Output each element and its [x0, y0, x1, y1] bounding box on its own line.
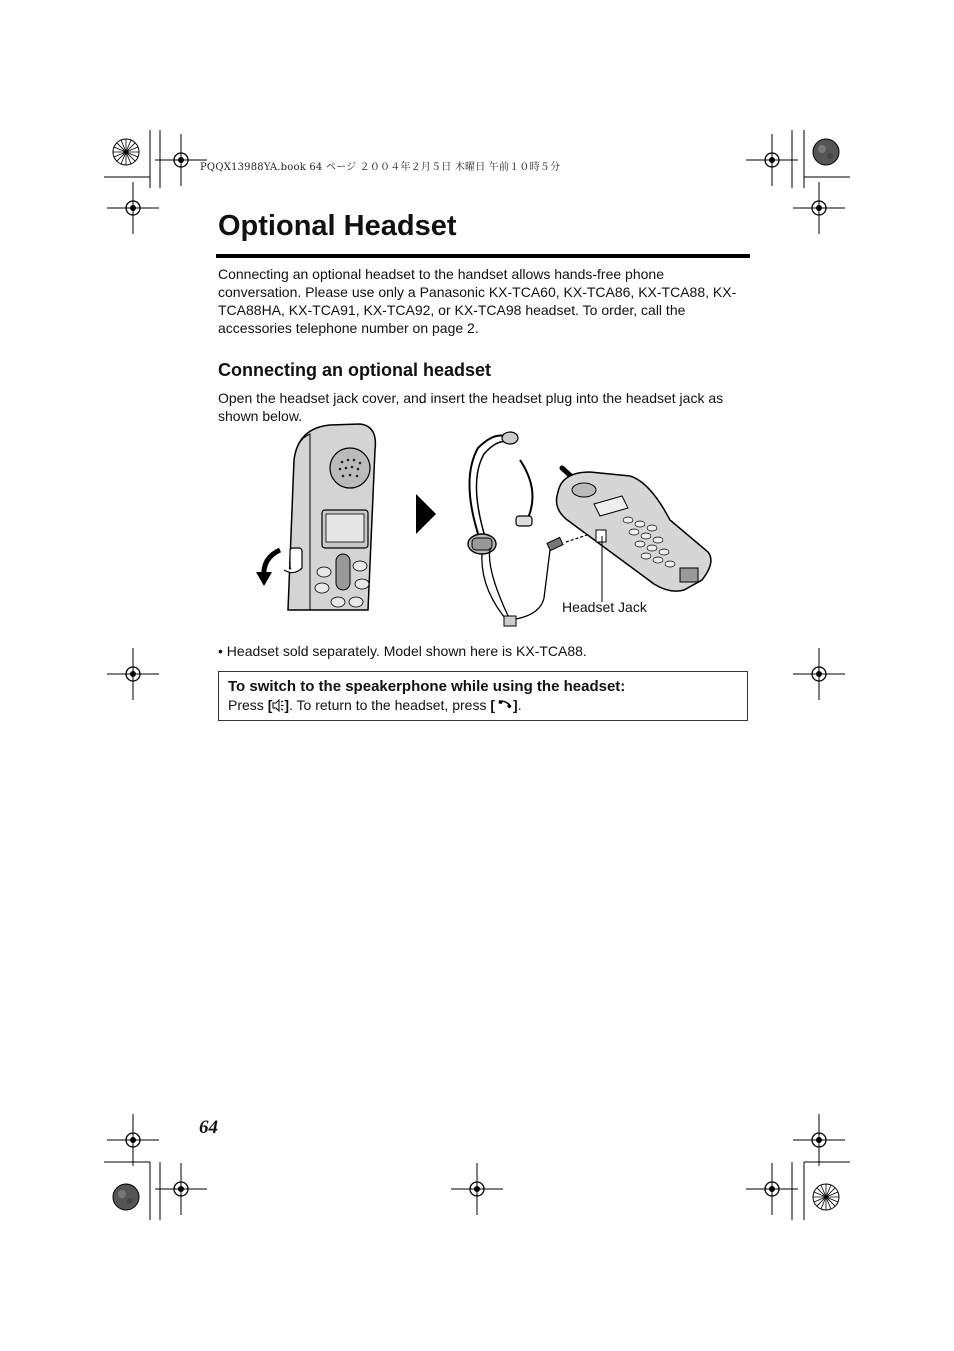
close-bracket: ] — [284, 697, 290, 713]
tip-press-text: Press — [228, 697, 268, 713]
tip-end-text: . — [517, 697, 522, 713]
headset-jack-callout: Headset Jack — [562, 599, 647, 615]
talk-handset-icon — [495, 699, 513, 715]
bullet-note: • Headset sold separately. Model shown here is KX-TCA88. — [218, 643, 587, 659]
headset-connection-illustration — [250, 420, 720, 640]
intro-paragraph: Connecting an optional headset to the handset allows hands-free phone conversation. Please use only a Panasonic KX-TCA60, KX-TCA86, KX-TCA88, KX-TCA88HA, KX-TCA91, KX-TCA92, or KX-TCA98 headset. To order, call the accessories telephone number on page 2. — [218, 266, 737, 336]
speakerphone-icon — [272, 699, 284, 715]
arrow-right-icon — [416, 494, 436, 534]
instruction-paragraph: Open the headset jack cover, and insert the headset plug into the headset jack as shown below. — [218, 390, 724, 424]
tip-body — [228, 697, 522, 715]
handset-closeup-image — [256, 424, 375, 610]
page-number: 64 — [199, 1117, 218, 1138]
open-bracket-2: [ — [490, 697, 496, 713]
close-bracket-2: ] — [513, 697, 518, 713]
section-heading: Connecting an optional headset — [218, 360, 492, 380]
tip-middle-text: . To return to the headset, press — [289, 697, 491, 713]
headset-image — [468, 432, 596, 626]
print-header: PQQX13988YA.book 64 ページ ２００４年２月５日 木曜日 午前１０時５分 — [200, 162, 561, 173]
open-bracket: [ — [267, 697, 273, 713]
tip-heading: To switch to the speakerphone while using the headset: — [228, 678, 626, 695]
title-rule — [216, 254, 750, 258]
cordless-phone-image — [557, 468, 711, 602]
tip-box — [218, 671, 748, 721]
page-title: Optional Headset — [218, 210, 457, 242]
